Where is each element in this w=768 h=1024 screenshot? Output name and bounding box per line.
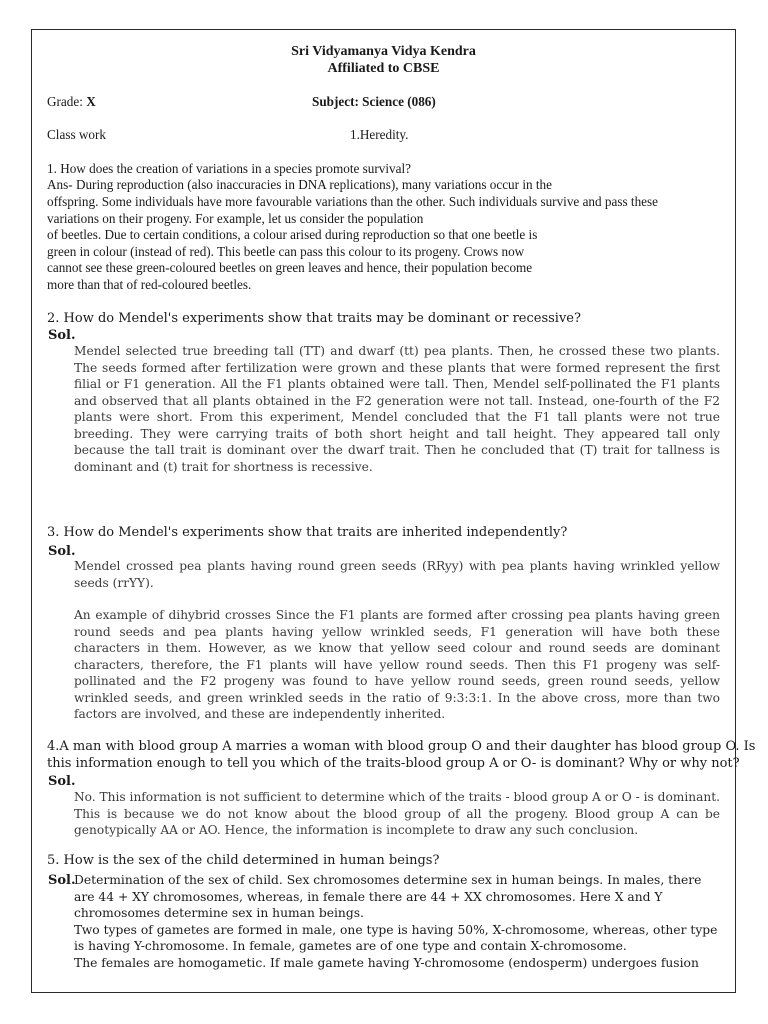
sol-label: Sol. bbox=[48, 544, 76, 559]
q1-answer-line: offspring. Some individuals have more favourable variations than the other. Such individuals survive and pass these bbox=[47, 194, 659, 209]
q5-answer-p1: Determination of the sex of child. Sex chromosomes determine sex in human beings. In males, there are 44 + XY chromosomes, whereas, in female there are 44 + XX chromosomes. Here X and Y chromosomes determine sex in human beings. bbox=[74, 873, 702, 920]
q4-answer bbox=[74, 789, 720, 839]
q3-answer bbox=[74, 558, 720, 723]
chapter-title: 1.Heredity. bbox=[350, 127, 409, 142]
question-5: 5. How is the sex of the child determined in human beings? bbox=[47, 853, 440, 868]
q3-answer-p1: Mendel crossed pea plants having round green seeds (RRyy) with pea plants having wrinkled yellow seeds (rrYY). bbox=[74, 559, 720, 590]
question-2: 2. How do Mendel's experiments show that traits may be dominant or recessive? bbox=[47, 311, 581, 326]
q2-answer-text: Mendel selected true breeding tall (TT) and dwarf (tt) pea plants. Then, he crossed these two plants. The seeds formed after fertilization were grown and these plants that were formed represent the first filial or F1 generation. All the F1 plants obtained were tall. Then, Mendel self-pollinated the F1 plants and observed that all plants obtained in the F2 generation were not tall. Instead, one-fourth of the F2 plants were short. From this experiment, Mendel concluded that the F1 tall plants were not true breeding. They were carrying traits of both short height and tall height. They appeared tall only because the tall trait is dominant over the dwarf trait. Then he concluded that (T) trait for tallness is dominant and (t) trait for shortness is recessive. bbox=[74, 344, 720, 474]
sol-label: Sol. bbox=[48, 774, 76, 789]
q5-answer-p3: The females are homogametic. If male gamete having Y-chromosome (endosperm) undergoes fusion bbox=[74, 955, 699, 970]
q1-answer-line: Ans- During reproduction (also inaccuracies in DNA replications), many variations occur in the bbox=[47, 177, 553, 192]
question-4-line-1: 4.A man with blood group A marries a woman with blood group O and their daughter has blood group O. Is bbox=[47, 739, 756, 754]
q4-answer-text: No. This information is not sufficient to determine which of the traits - blood group A or O - is dominant. This is because we do not know about the blood group of all the progeny. Blood group A can be genotypically AA or AO. Hence, the information is incomplete to draw any such conclusion. bbox=[74, 790, 720, 837]
affiliation: Affiliated to CBSE bbox=[327, 61, 440, 76]
q5-answer-p2: Two types of gametes are formed in male, one type is having 50%, X-chromosome, whereas, other type is having Y-chromosome. In female, gametes are of one type and contain X-chromosome. bbox=[74, 922, 718, 953]
classwork-label: Class work bbox=[47, 127, 106, 142]
q2-answer bbox=[74, 343, 720, 475]
q1-answer-line: cannot see these green-coloured beetles on green leaves and hence, their population become bbox=[47, 260, 533, 275]
q1-answer-line: of beetles. Due to certain conditions, a colour arised during reproduction so that one beetle is bbox=[47, 227, 538, 242]
q1-answer-line: more than that of red-coloured beetles. bbox=[47, 277, 252, 292]
question-4-line-2: this information enough to tell you which of the traits-blood group A or O- is dominant? Why or why not? bbox=[47, 756, 740, 771]
q1-answer-line: green in colour (instead of red). This beetle can pass this colour to its progeny. Crows now bbox=[47, 244, 525, 259]
question-3: 3. How do Mendel's experiments show that traits are inherited independently? bbox=[47, 525, 568, 540]
q1-answer-line: variations on their progeny. For example, let us consider the population bbox=[47, 211, 424, 226]
grade-value: X bbox=[86, 94, 96, 109]
grade-label: Grade: bbox=[47, 94, 83, 109]
subject-title: Subject: Science (086) bbox=[312, 94, 436, 109]
school-name: Sri Vidyamanya Vidya Kendra bbox=[291, 44, 476, 59]
grade-field bbox=[47, 93, 96, 110]
q5-answer bbox=[74, 872, 720, 971]
question-1: 1. How does the creation of variations in a species promote survival? bbox=[47, 161, 412, 176]
sol-label: Sol. bbox=[48, 873, 76, 888]
q3-answer-p2: An example of dihybrid crosses Since the F1 plants are formed after crossing pea plants having green round seeds and pea plants having yellow wrinkled seeds, F1 generation will have both these characters in them. However, as we know that yellow seed colour and round seeds are dominant characters, therefore, the F1 plants will have yellow round seeds. Then this F1 progeny was self-pollinated and the F2 progeny was found to have yellow round seeds, green round seeds, yellow wrinkled seeds, and green wrinkled seeds in the ratio of 9:3:3:1. In the above cross, more than two factors are involved, and these are independently inherited. bbox=[74, 608, 720, 721]
sol-label: Sol. bbox=[48, 328, 76, 343]
